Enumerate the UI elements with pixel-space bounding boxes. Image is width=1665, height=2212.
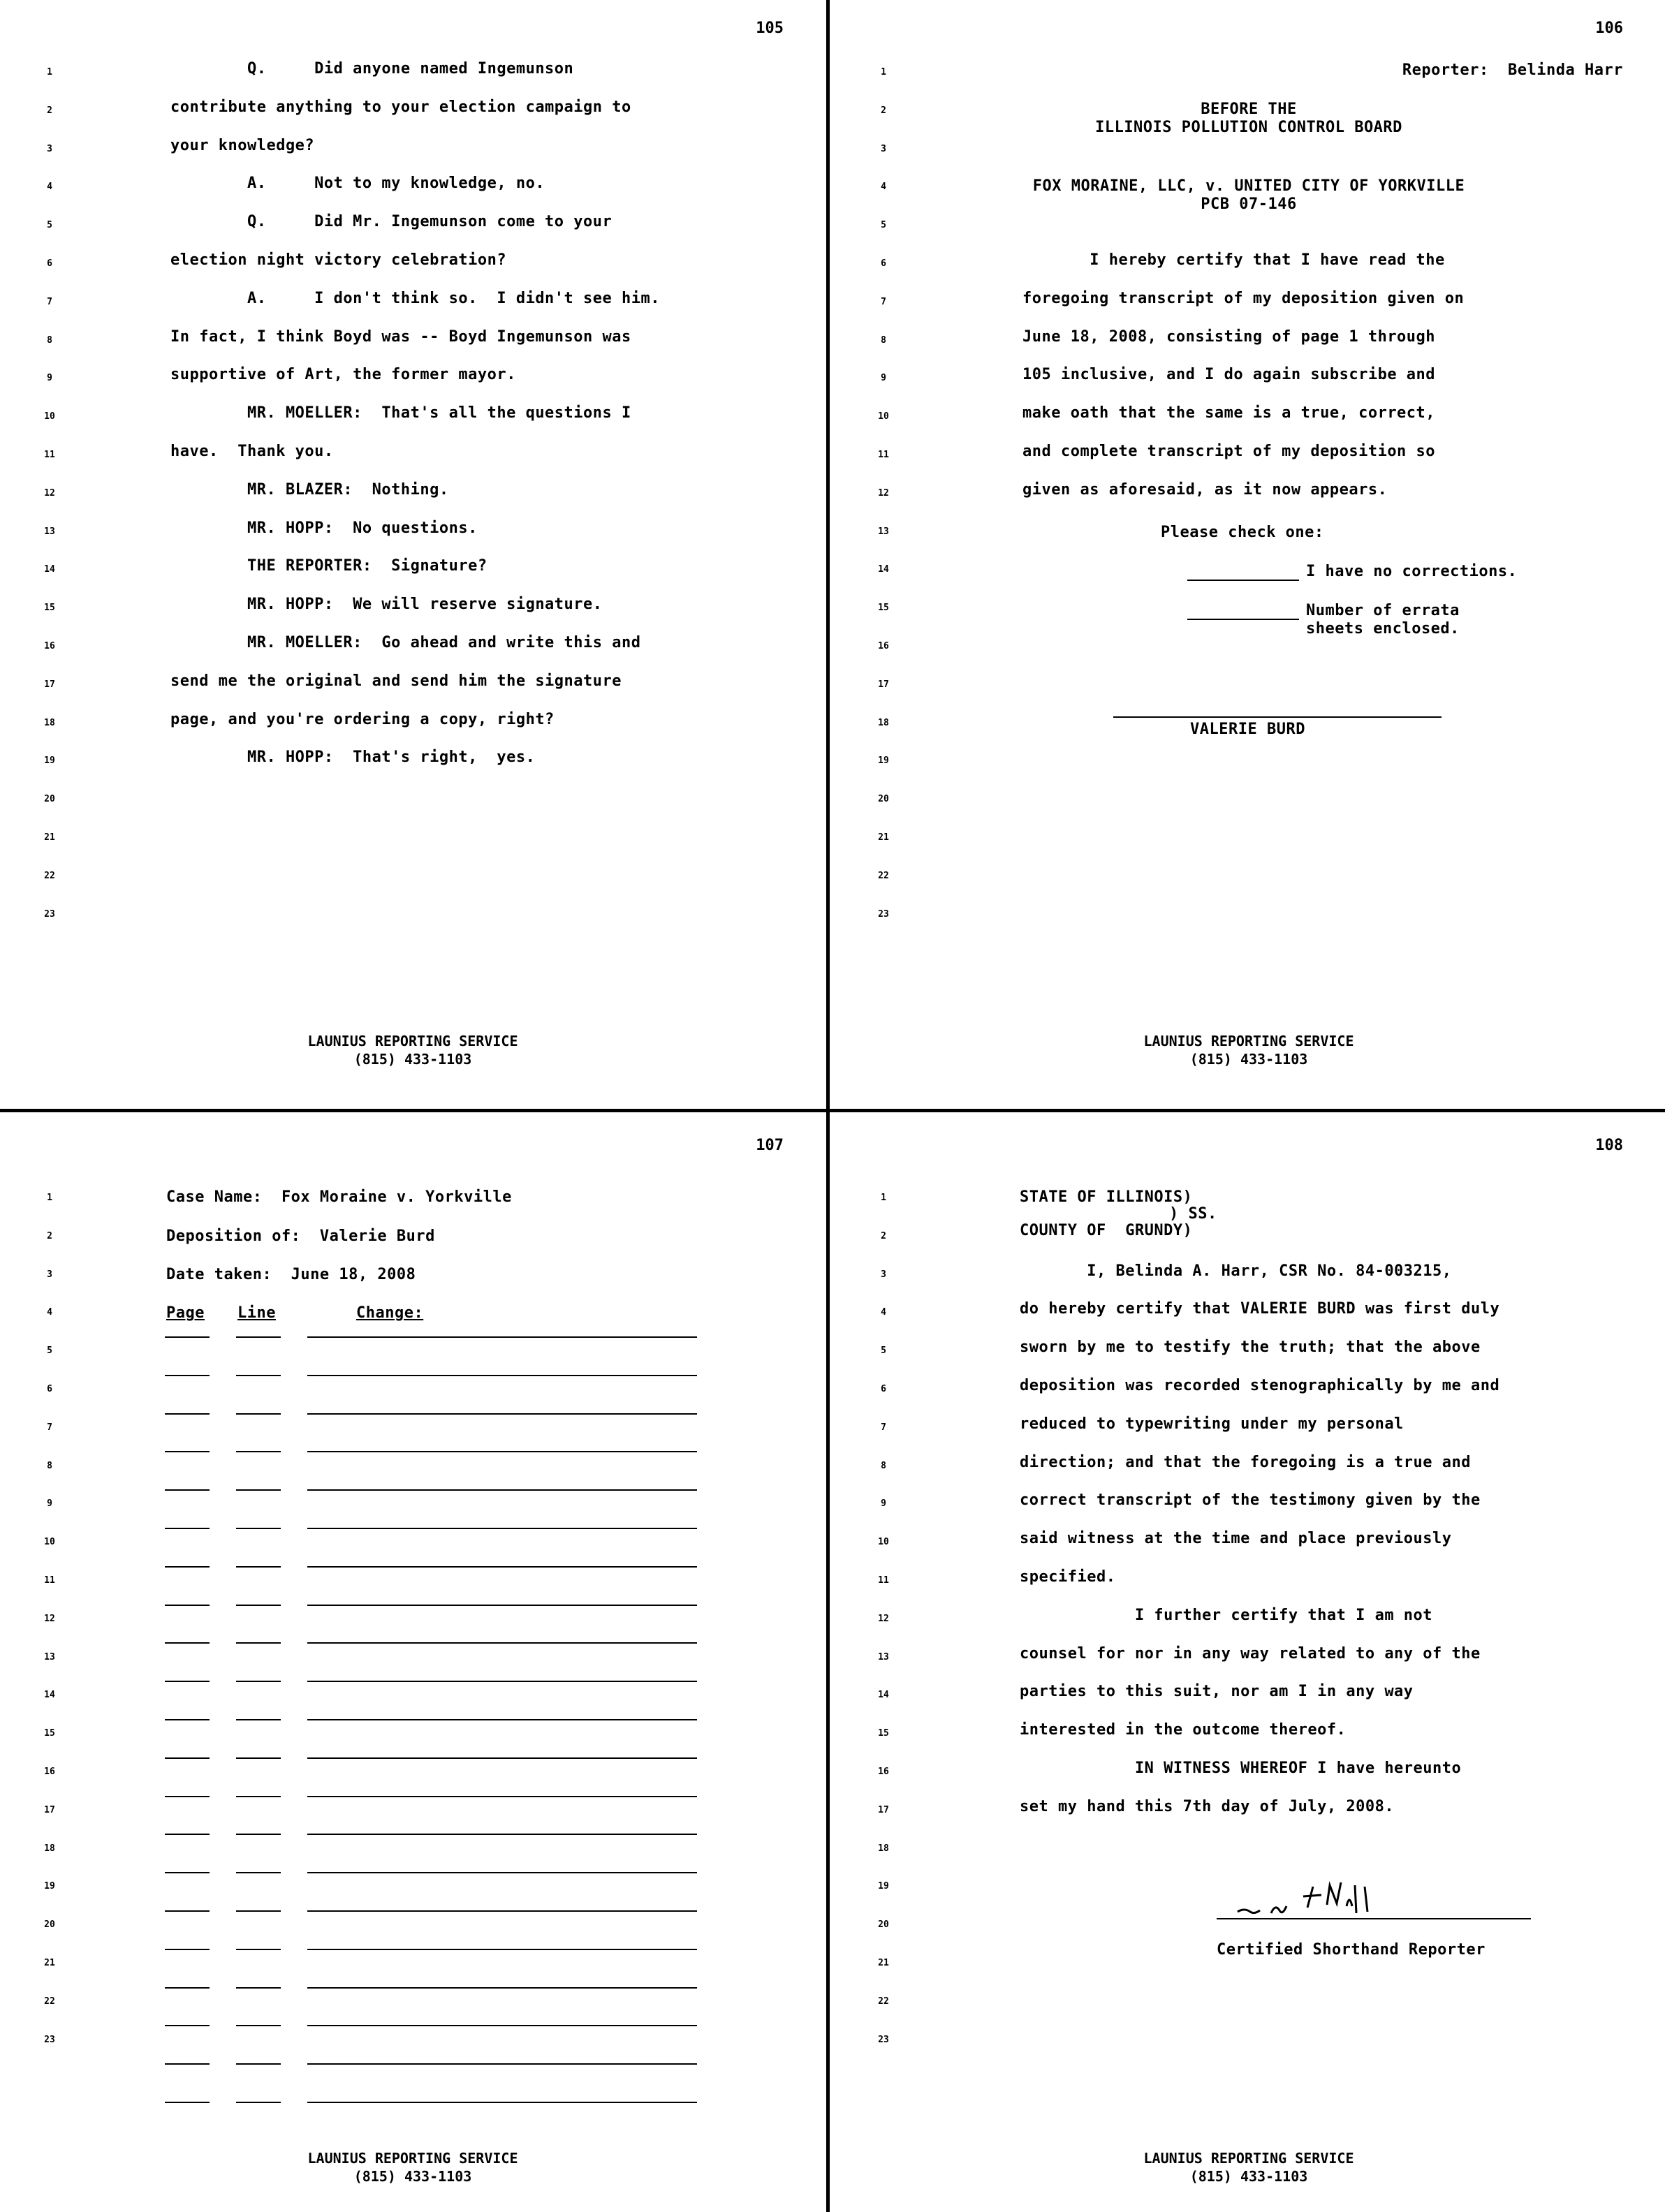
check-one-label: Please check one:: [1161, 524, 1324, 541]
errata-change-blank[interactable]: [307, 1949, 697, 1950]
line-number: 22: [44, 870, 55, 881]
line-number: 22: [44, 1996, 55, 2007]
text-line: In fact, I think Boyd was -- Boyd Ingemunson was: [170, 327, 631, 346]
text-line: supportive of Art, the former mayor.: [170, 366, 516, 384]
line-number: 16: [878, 1767, 889, 1777]
line-number: 18: [878, 717, 889, 728]
errata-change-blank[interactable]: [307, 1872, 697, 1873]
line-number: 3: [47, 143, 52, 154]
line-number: 8: [881, 1460, 886, 1471]
line-number: 20: [878, 794, 889, 805]
errata-line-blank[interactable]: [236, 1489, 281, 1491]
line-number: 1: [881, 67, 886, 78]
text-line: I hereby certify that I have read the: [1022, 251, 1445, 269]
board-heading-2: ILLINOIS POLLUTION CONTROL BOARD: [1095, 119, 1402, 136]
line-number: 22: [878, 870, 889, 881]
page-footer: [833, 2149, 1665, 2185]
transcript-page-105: [0, 0, 826, 1109]
line-number: 6: [881, 258, 886, 269]
errata-line-blank[interactable]: [236, 1566, 281, 1568]
line-number: 15: [878, 603, 889, 614]
text-line: parties to this suit, nor am I in any way: [1020, 1683, 1414, 1701]
text-line: IN WITNESS WHEREOF I have hereunto: [1020, 1760, 1462, 1777]
line-number: 23: [878, 908, 889, 920]
text-line: MR. HOPP: No questions.: [170, 519, 478, 537]
text-line: 105 inclusive, and I do again subscribe and: [1022, 366, 1436, 384]
errata-change-blank[interactable]: [307, 1413, 697, 1415]
text-line: given as aforesaid, as it now appears.: [1022, 480, 1388, 499]
errata-line-blank[interactable]: [236, 1949, 281, 1950]
errata-page-blank[interactable]: [165, 1451, 210, 1452]
text-line: MR. BLAZER: Nothing.: [170, 480, 449, 499]
footer-company: LAUNIUS REPORTING SERVICE: [1143, 2150, 1354, 2167]
errata-page-blank[interactable]: [165, 1681, 210, 1682]
line-number: 1: [881, 1193, 886, 1203]
line-number: 1: [47, 67, 52, 78]
line-number: 8: [47, 334, 52, 346]
page-number: 108: [1595, 1137, 1623, 1154]
errata-change-blank[interactable]: [307, 2063, 697, 2065]
text-line: MR. HOPP: That's right, yes.: [170, 749, 536, 767]
certificate-page-108: [833, 1117, 1665, 2212]
errata-line-blank[interactable]: [236, 1681, 281, 1682]
errata-page-blank[interactable]: [165, 1796, 210, 1797]
line-number: 11: [878, 1575, 889, 1586]
errata-line-blank[interactable]: [236, 1413, 281, 1415]
page-number: 105: [756, 20, 784, 37]
errata-line-blank[interactable]: [236, 1642, 281, 1644]
deposition-of: Deposition of: Valerie Burd: [166, 1227, 435, 1245]
errata-page-blank[interactable]: [165, 1834, 210, 1835]
line-number: 16: [44, 641, 55, 651]
errata-page-blank[interactable]: [165, 2025, 210, 2026]
line-number: 21: [878, 1958, 889, 1968]
text-line: deposition was recorded stenographically by me and: [1020, 1377, 1500, 1394]
page-footer: [0, 2149, 826, 2185]
date-taken: Date taken: June 18, 2008: [166, 1266, 416, 1283]
line-number: 19: [878, 755, 889, 767]
errata-page-blank[interactable]: [165, 1336, 210, 1338]
line-number: 6: [881, 1384, 886, 1394]
case-caption: FOX MORAINE, LLC, v. UNITED CITY OF YORKVILLE: [1032, 177, 1465, 195]
text-line: foregoing transcript of my deposition given on: [1022, 289, 1465, 307]
errata-page-blank[interactable]: [165, 1642, 210, 1644]
line-number: 7: [47, 1422, 52, 1433]
reporter-signature: [1210, 1850, 1538, 1934]
line-number: 15: [44, 1728, 55, 1739]
text-line: make oath that the same is a true, correct,: [1022, 404, 1436, 422]
line-number: 14: [44, 564, 55, 575]
line-number: 9: [881, 1498, 886, 1510]
line-number: 6: [47, 1384, 52, 1394]
errata-line-blank[interactable]: [236, 1605, 281, 1606]
page-footer: [833, 1032, 1665, 1068]
line-number: 18: [878, 1843, 889, 1854]
errata-change-blank[interactable]: [307, 1451, 697, 1452]
line-number: 5: [47, 1345, 52, 1357]
errata-line-blank[interactable]: [236, 1872, 281, 1873]
errata-line-blank[interactable]: [236, 1796, 281, 1797]
footer-company: LAUNIUS REPORTING SERVICE: [307, 2150, 518, 2167]
line-number: 7: [47, 296, 52, 307]
page-footer: [0, 1032, 826, 1068]
line-number: 4: [47, 182, 52, 193]
text-line: I, Belinda A. Harr, CSR No. 84-003215,: [1020, 1262, 1452, 1280]
line-number: 14: [878, 1690, 889, 1701]
line-number: 17: [878, 679, 889, 690]
line-number: 15: [44, 603, 55, 614]
text-line: MR. MOELLER: Go ahead and write this and: [170, 634, 641, 651]
text-line: direction; and that the foregoing is a true and: [1020, 1453, 1472, 1471]
line-number: 19: [878, 1881, 889, 1892]
errata-line-blank[interactable]: [236, 1719, 281, 1720]
errata-page-blank[interactable]: [165, 1605, 210, 1606]
errata-line-blank[interactable]: [236, 1375, 281, 1376]
errata-change-blank[interactable]: [307, 1719, 697, 1720]
text-line: reduced to typewriting under my personal: [1020, 1415, 1404, 1433]
reporter-name: Reporter: Belinda Harr: [1402, 61, 1623, 79]
footer-phone: (815) 433-1103: [353, 2168, 472, 2185]
line-number: 2: [47, 1230, 52, 1241]
errata-change-blank[interactable]: [307, 1681, 697, 1682]
text-line: election night victory celebration?: [170, 251, 507, 269]
footer-phone: (815) 433-1103: [353, 1051, 472, 1068]
errata-page-blank[interactable]: [165, 1528, 210, 1529]
errata-change-blank[interactable]: [307, 1987, 697, 1989]
line-number: 12: [878, 487, 889, 499]
errata-change-blank[interactable]: [307, 1336, 697, 1338]
text-line: THE REPORTER: Signature?: [170, 557, 487, 575]
errata-count-line[interactable]: [1187, 619, 1299, 620]
errata-page-blank[interactable]: [165, 1757, 210, 1759]
column-header-line: Line: [237, 1304, 276, 1322]
line-number: 12: [878, 1613, 889, 1624]
case-name: Case Name: Fox Moraine v. Yorkville: [166, 1188, 512, 1206]
deponent-signature-line[interactable]: [1113, 716, 1442, 718]
line-number: 16: [878, 641, 889, 651]
line-number: 5: [881, 220, 886, 231]
line-number: 13: [878, 526, 889, 537]
line-number: 21: [44, 1958, 55, 1968]
no-corrections-checkbox-line[interactable]: [1187, 580, 1299, 581]
text-line: A. Not to my knowledge, no.: [170, 175, 545, 193]
line-number: 19: [44, 755, 55, 767]
text-line: do hereby certify that VALERIE BURD was first duly: [1020, 1300, 1500, 1318]
errata-page-blank[interactable]: [165, 2102, 210, 2103]
venue-state: STATE OF ILLINOIS): [1020, 1188, 1193, 1206]
line-number: 6: [47, 258, 52, 269]
line-number: 10: [44, 1537, 55, 1548]
line-number: 10: [878, 411, 889, 422]
footer-company: LAUNIUS REPORTING SERVICE: [307, 1033, 518, 1049]
errata-change-blank[interactable]: [307, 1757, 697, 1759]
line-number: 20: [44, 1919, 55, 1931]
errata-change-blank[interactable]: [307, 2102, 697, 2103]
errata-change-blank[interactable]: [307, 1834, 697, 1835]
line-number: 2: [47, 105, 52, 116]
errata-change-blank[interactable]: [307, 1910, 697, 1912]
text-line: and complete transcript of my deposition so: [1022, 443, 1436, 460]
line-number: 14: [44, 1690, 55, 1701]
errata-page-blank[interactable]: [165, 1375, 210, 1376]
line-number: 13: [44, 526, 55, 537]
line-number: 3: [881, 1269, 886, 1280]
line-number: 17: [878, 1804, 889, 1815]
errata-line-blank[interactable]: [236, 1528, 281, 1529]
line-number: 18: [44, 717, 55, 728]
errata-line-blank[interactable]: [236, 1834, 281, 1835]
line-number: 12: [44, 1613, 55, 1624]
line-number: 4: [881, 1307, 886, 1318]
line-number: 23: [44, 908, 55, 920]
line-number: 5: [881, 1345, 886, 1357]
errata-page-blank[interactable]: [165, 1566, 210, 1568]
text-line: said witness at the time and place previously: [1020, 1530, 1452, 1548]
column-header-change: Change:: [356, 1304, 424, 1322]
line-number: 13: [878, 1651, 889, 1662]
text-line: Q. Did Mr. Ingemunson come to your: [170, 213, 613, 231]
line-number: 11: [878, 450, 889, 460]
venue-county: COUNTY OF GRUNDY): [1020, 1222, 1193, 1239]
errata-change-blank[interactable]: [307, 2025, 697, 2026]
text-line: A. I don't think so. I didn't see him.: [170, 289, 661, 307]
errata-page-blank[interactable]: [165, 1413, 210, 1415]
errata-change-blank[interactable]: [307, 1528, 697, 1529]
line-number: 9: [47, 373, 52, 384]
line-number: 23: [44, 2034, 55, 2045]
line-number: 17: [44, 1804, 55, 1815]
line-number: 21: [44, 832, 55, 843]
errata-change-blank[interactable]: [307, 1375, 697, 1376]
line-number: 8: [881, 334, 886, 346]
line-number: 5: [47, 220, 52, 231]
venue-ss: ) SS.: [1169, 1205, 1217, 1223]
errata-page-blank[interactable]: [165, 1987, 210, 1989]
text-line: contribute anything to your election campaign to: [170, 98, 631, 116]
line-number: 12: [44, 487, 55, 499]
text-line: counsel for nor in any way related to any of the: [1020, 1644, 1481, 1662]
board-heading-1: BEFORE THE: [1201, 101, 1297, 118]
errata-option-line2: sheets enclosed.: [1306, 620, 1460, 637]
line-number: 20: [44, 794, 55, 805]
errata-change-blank[interactable]: [307, 1605, 697, 1606]
line-number: 19: [44, 1881, 55, 1892]
errata-change-blank[interactable]: [307, 1566, 697, 1568]
errata-page-blank[interactable]: [165, 1949, 210, 1950]
text-line: June 18, 2008, consisting of page 1 through: [1022, 327, 1436, 346]
text-line: have. Thank you.: [170, 443, 334, 460]
text-line: page, and you're ordering a copy, right?: [170, 710, 555, 728]
page-number: 106: [1595, 20, 1623, 37]
errata-line-blank[interactable]: [236, 2025, 281, 2026]
errata-line-blank[interactable]: [236, 2102, 281, 2103]
errata-line-blank[interactable]: [236, 1757, 281, 1759]
horizontal-page-divider: [0, 1109, 1665, 1112]
errata-page-blank[interactable]: [165, 1489, 210, 1491]
errata-page-107: [0, 1117, 826, 2212]
line-number: 3: [47, 1269, 52, 1280]
no-corrections-option: I have no corrections.: [1306, 563, 1518, 580]
footer-phone: (815) 433-1103: [1189, 1051, 1308, 1068]
line-number: 10: [44, 411, 55, 422]
line-number: 14: [878, 564, 889, 575]
line-number: 7: [881, 1422, 886, 1433]
line-number: 23: [878, 2034, 889, 2045]
text-line: specified.: [1020, 1568, 1116, 1586]
line-number: 16: [44, 1767, 55, 1777]
signature-title: Certified Shorthand Reporter: [1217, 1941, 1486, 1959]
text-line: MR. HOPP: We will reserve signature.: [170, 596, 603, 614]
line-number: 13: [44, 1651, 55, 1662]
text-line: MR. MOELLER: That's all the questions I: [170, 404, 631, 422]
footer-phone: (815) 433-1103: [1189, 2168, 1308, 2185]
line-number: 4: [47, 1307, 52, 1318]
text-line: set my hand this 7th day of July, 2008.: [1020, 1797, 1395, 1815]
text-line: send me the original and send him the signature: [170, 672, 622, 690]
errata-change-blank[interactable]: [307, 1489, 697, 1491]
line-number: 11: [44, 450, 55, 460]
text-line: sworn by me to testify the truth; that the above: [1020, 1339, 1481, 1357]
vertical-page-divider: [826, 0, 830, 2212]
line-number: 9: [881, 373, 886, 384]
text-line: correct transcript of the testimony given by the: [1020, 1491, 1481, 1510]
errata-line-blank[interactable]: [236, 1336, 281, 1338]
line-number: 15: [878, 1728, 889, 1739]
errata-change-blank[interactable]: [307, 1642, 697, 1644]
errata-page-blank[interactable]: [165, 1872, 210, 1873]
errata-page-blank[interactable]: [165, 1719, 210, 1720]
errata-option-line1: Number of errata: [1306, 602, 1460, 619]
deponent-name: VALERIE BURD: [1190, 721, 1305, 738]
text-line: I further certify that I am not: [1020, 1606, 1433, 1624]
line-number: 9: [47, 1498, 52, 1510]
line-number: 21: [878, 832, 889, 843]
line-number: 8: [47, 1460, 52, 1471]
line-number: 2: [881, 105, 886, 116]
line-number: 1: [47, 1193, 52, 1203]
line-number: 18: [44, 1843, 55, 1854]
line-number: 7: [881, 296, 886, 307]
errata-page-blank[interactable]: [165, 2063, 210, 2065]
footer-company: LAUNIUS REPORTING SERVICE: [1143, 1033, 1354, 1049]
line-number: 20: [878, 1919, 889, 1931]
line-number: 17: [44, 679, 55, 690]
line-number: 10: [878, 1537, 889, 1548]
line-number: 3: [881, 143, 886, 154]
transcript-page-106: [833, 0, 1665, 1109]
errata-line-blank[interactable]: [236, 1987, 281, 1989]
text-line: your knowledge?: [170, 136, 315, 154]
page-number: 107: [756, 1137, 784, 1154]
errata-line-blank[interactable]: [236, 1910, 281, 1912]
errata-line-blank[interactable]: [236, 2063, 281, 2065]
errata-line-blank[interactable]: [236, 1451, 281, 1452]
column-header-page: Page: [166, 1304, 205, 1322]
line-number: 2: [881, 1230, 886, 1241]
text-line: interested in the outcome thereof.: [1020, 1721, 1347, 1739]
case-number: PCB 07-146: [1201, 196, 1297, 213]
text-line: Q. Did anyone named Ingemunson: [170, 60, 574, 78]
line-number: 22: [878, 1996, 889, 2007]
line-number: 11: [44, 1575, 55, 1586]
line-number: 4: [881, 182, 886, 193]
errata-page-blank[interactable]: [165, 1910, 210, 1912]
errata-change-blank[interactable]: [307, 1796, 697, 1797]
